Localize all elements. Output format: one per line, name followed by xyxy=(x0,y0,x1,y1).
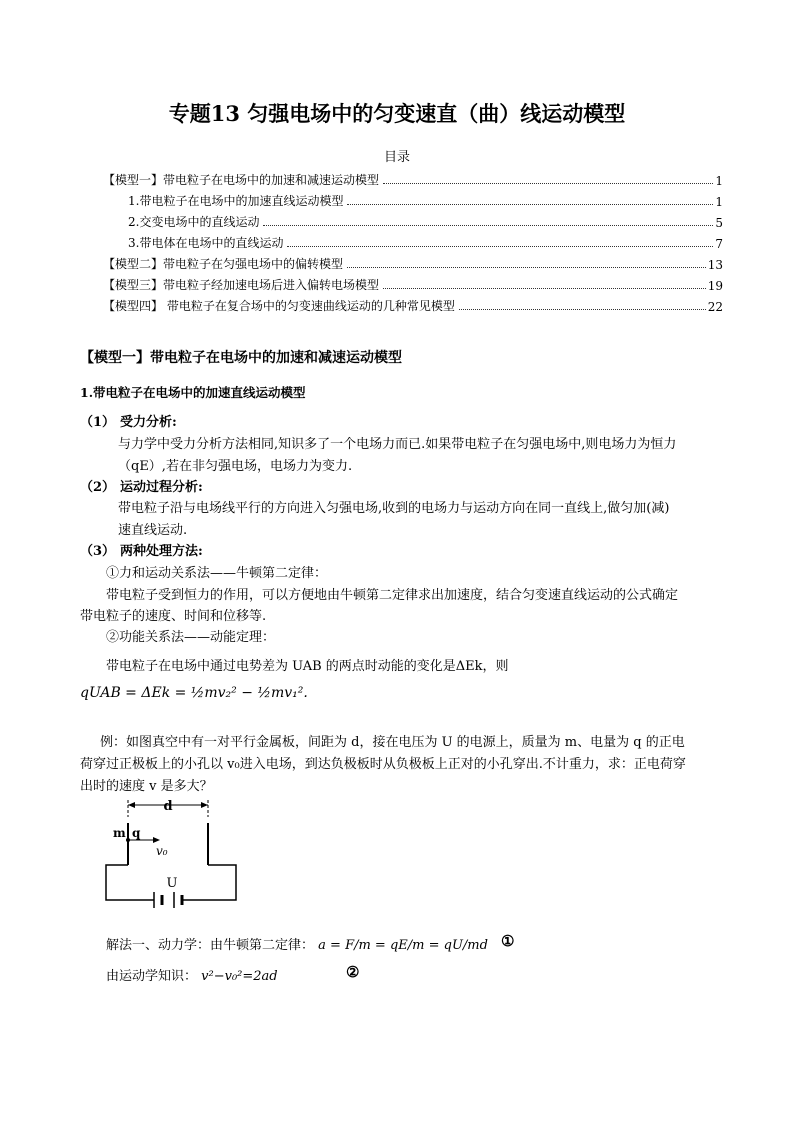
toc-leader-dots xyxy=(383,183,713,184)
toc-entry-page: 1 xyxy=(715,195,723,209)
toc-entry-page: 5 xyxy=(715,216,723,230)
item-number: （1） xyxy=(80,415,116,430)
toc-entry-label: 3.带电体在电场中的直线运动 xyxy=(128,236,284,250)
paragraph-line: 带电粒子的速度、时间和位移等. xyxy=(80,609,267,624)
paragraph-line: 速直线运动. xyxy=(118,523,188,538)
equation-marker: ① xyxy=(501,932,515,950)
toc-entry[interactable] xyxy=(103,275,723,293)
solution-line xyxy=(106,965,278,984)
toc-heading: 目录 xyxy=(383,150,410,165)
subsection-heading: 1.带电粒子在电场中的加速直线运动模型 xyxy=(80,385,306,400)
toc-entry[interactable] xyxy=(103,254,723,272)
toc-entry-label: 【模型二】带电粒子在匀强电场中的偏转模型 xyxy=(103,257,344,271)
toc-leader-dots xyxy=(459,309,706,310)
toc-entry-page: 1 xyxy=(715,174,723,188)
method-title: ②功能关系法——动能定理： xyxy=(106,630,276,645)
toc-entry-label: 【模型四】 带电粒子在复合场中的匀变速曲线运动的几种常见模型 xyxy=(103,299,455,313)
wire-left xyxy=(106,865,154,900)
solution-line xyxy=(106,934,488,953)
toc-leader-dots xyxy=(383,288,706,289)
paragraph-line: （qE）,若在非匀强电场，电场力为变力. xyxy=(118,459,353,474)
toc-entry-label: 2.交变电场中的直线运动 xyxy=(128,215,260,229)
arrowhead-right-icon xyxy=(153,837,160,843)
toc-entry-page: 7 xyxy=(715,237,723,251)
label-q: q xyxy=(132,826,141,840)
parallel-plate-diagram xyxy=(96,795,256,915)
formula-text: qUAB = ΔEk = ½mv₂² − ½mv₁². xyxy=(80,685,308,701)
paragraph-line: 与力学中受力分析方法相同,知识多了一个电场力而已.如果带电粒子在匀强电场中,则电场力为恒力 xyxy=(118,437,677,452)
item-title: 受力分析: xyxy=(120,415,177,430)
label-m: m xyxy=(113,826,126,840)
equation-marker: ② xyxy=(346,963,360,981)
item-title: 运动过程分析: xyxy=(120,480,203,495)
arrowhead-left-icon xyxy=(128,802,135,808)
kinetic-energy-formula xyxy=(80,685,308,701)
example-line: 出时的速度 v 是多大？ xyxy=(80,779,213,794)
item-number: （3） xyxy=(80,544,116,559)
paragraph-line: 带电粒子沿与电场线平行的方向进入匀强电场,收到的电场力与运动方向在同一直线上,做匀加(减) xyxy=(118,501,670,516)
arrowhead-right-icon xyxy=(201,802,208,808)
toc-entry[interactable] xyxy=(103,170,723,188)
solution-prefix: 解法一、动力学：由牛顿第二定律： xyxy=(106,938,315,953)
toc-entry[interactable] xyxy=(128,191,723,209)
wire-right xyxy=(182,865,236,900)
toc-leader-dots xyxy=(287,246,713,247)
toc-entry-page: 19 xyxy=(707,279,723,293)
toc-entry[interactable] xyxy=(128,233,723,251)
solution-prefix: 由运动学知识： xyxy=(106,969,198,984)
toc-entry-page: 22 xyxy=(707,300,723,314)
toc-entry[interactable] xyxy=(128,212,723,230)
paragraph-line: 带电粒子在电场中通过电势差为 UAB 的两点时动能的变化是ΔEk，则 xyxy=(106,659,509,674)
example-line: 例：如图真空中有一对平行金属板，间距为 d，接在电压为 U 的电源上，质量为 m、电量为 q 的正电 xyxy=(100,735,685,750)
toc-leader-dots xyxy=(347,267,706,268)
label-U: U xyxy=(166,876,178,891)
toc-leader-dots xyxy=(263,225,713,226)
kinematics-formula: v²−v₀²=2ad xyxy=(201,969,278,984)
toc-entry-label: 【模型三】带电粒子经加速电场后进入偏转电场模型 xyxy=(103,278,380,292)
item-number: （2） xyxy=(80,480,116,495)
paragraph-line: 带电粒子受到恒力的作用，可以方便地由牛顿第二定律求出加速度，结合匀变速直线运动的公式确定 xyxy=(106,588,679,603)
toc-entry[interactable] xyxy=(103,296,723,314)
method-title: ①力和运动关系法——牛顿第二定律： xyxy=(106,566,328,581)
toc-leader-dots xyxy=(347,204,713,205)
toc-entry-page: 13 xyxy=(707,258,723,272)
newton-formula: a = F/m = qE/m = qU/md xyxy=(318,938,488,953)
section-heading: 【模型一】带电粒子在电场中的加速和减速运动模型 xyxy=(80,350,402,366)
example-line: 荷穿过正极板上的小孔以 v₀进入电场，到达负极板时从负极板上正对的小孔穿出.不计重力，求：正电荷穿 xyxy=(80,757,686,772)
page-title: 专题13 匀强电场中的匀变速直（曲）线运动模型 xyxy=(168,101,626,126)
label-d: d xyxy=(163,799,173,814)
toc-entry-label: 【模型一】带电粒子在电场中的加速和减速运动模型 xyxy=(103,173,380,187)
toc-entry-label: 1.带电粒子在电场中的加速直线运动模型 xyxy=(128,194,344,208)
label-v0: v₀ xyxy=(156,844,168,858)
item-title: 两种处理方法: xyxy=(120,544,203,559)
